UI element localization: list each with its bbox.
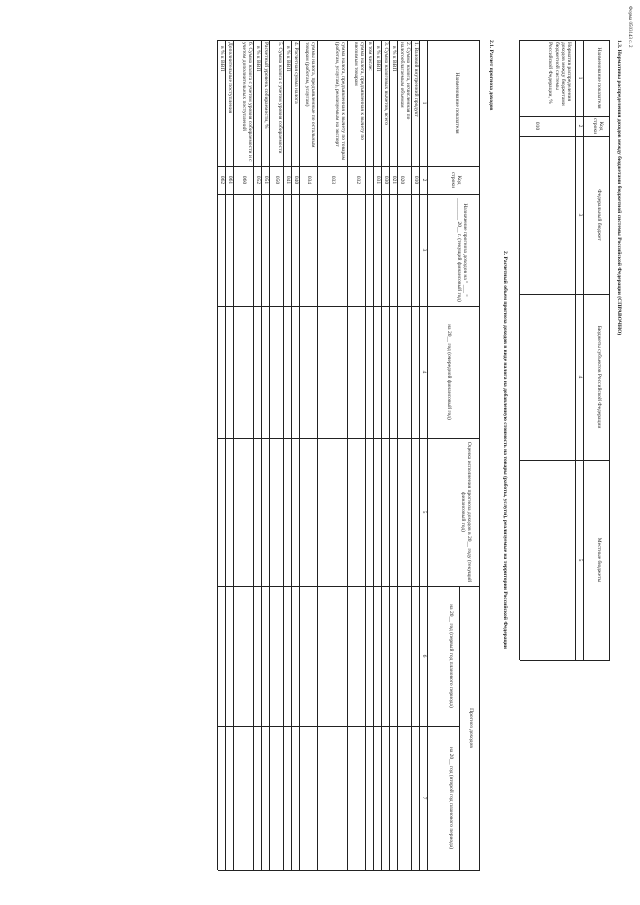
row-code: 020 bbox=[399, 175, 405, 185]
row-name: сумма налога, предъявленная к вычету по ввозимым товарам bbox=[352, 42, 365, 141]
section-2-title: 2. Расчетный объем прогноза доходов в виде налога на добавленную стоимость на товары (работы, услуги), реализуемые на территории Российской Федерации bbox=[502, 251, 508, 649]
row-code: 034 bbox=[306, 175, 312, 185]
row-code: 061 bbox=[227, 175, 233, 185]
t13-num-4: 4 bbox=[577, 375, 583, 379]
t13-num-1: 1 bbox=[577, 76, 583, 80]
row-name: Дополнительные поступления bbox=[227, 42, 233, 114]
row-code: 010 bbox=[413, 175, 419, 185]
t21-num-3: 3 bbox=[421, 248, 427, 252]
row-name: в % к ВВП bbox=[285, 46, 291, 72]
row-name: 2. Сумма налога, исчисленная по налогооблагаемым объемам bbox=[398, 42, 411, 120]
row-name: в том числе: bbox=[367, 42, 373, 71]
row-name: в % к ВВП bbox=[375, 46, 381, 72]
t13-num-3: 3 bbox=[577, 213, 583, 217]
t13-row-code: 010 bbox=[534, 121, 540, 131]
row-name: 3. Сумма налоговых вычетов, всего bbox=[383, 42, 389, 125]
t21-num-5: 5 bbox=[421, 510, 427, 514]
row-name: в % к ВВП bbox=[255, 46, 261, 72]
t21-num-4: 4 bbox=[421, 370, 427, 374]
row-code: 051 bbox=[263, 175, 269, 185]
t13-num-2: 2 bbox=[577, 124, 583, 128]
row-name: в % к ВВП bbox=[391, 46, 397, 72]
t21-header-c4: Оценка исполнения прогноза доходов в 20__ году (текущий финансовый год) bbox=[459, 441, 472, 583]
t13-header-local: Местные бюджеты bbox=[596, 537, 602, 583]
t13-header-federal: Федеральный бюджет bbox=[596, 189, 602, 241]
row-name: 1. Валовой внутренний продукт bbox=[413, 42, 419, 117]
row-code: 030 bbox=[383, 175, 389, 185]
t21-header-c3: Назначение прогноза доходов на " ___ " ________ 20__ г. (текущий финансовый год) bbox=[455, 198, 468, 302]
t21-num-2: 2 bbox=[421, 178, 427, 182]
row-name: 4. Расчетная сумма налога bbox=[293, 42, 299, 104]
row-name: суммы налога, предъявленные по остальным товарам (работам, услугам) bbox=[303, 42, 316, 148]
t21-header-c6: на 20__ год (первый год планового периода) bbox=[448, 604, 454, 708]
row-name: 5. Сумма налога с учетом уровня собираемости bbox=[277, 42, 283, 154]
t13-header-code: Код строки bbox=[591, 117, 604, 135]
t21-header-c7: на 20__ год (второй год планового периода) bbox=[448, 746, 454, 850]
row-code: 060 bbox=[241, 175, 247, 185]
row-code: 031 bbox=[375, 175, 381, 185]
row-name: в % к ВВП bbox=[219, 46, 225, 72]
form-code: Форма 0503143 с. 2 bbox=[627, 6, 632, 48]
row-code: 021 bbox=[391, 175, 397, 185]
t21-num-7: 7 bbox=[421, 796, 427, 800]
t21-header-forecast-group: Прогноз доходов bbox=[468, 708, 474, 748]
section-21-subtitle: 2.1. Расчет прогноза доходов bbox=[488, 40, 494, 111]
row-code: 050 bbox=[274, 175, 280, 185]
t13-header-name: Наименование показателя bbox=[596, 47, 602, 109]
t21-header-name: Наименование показателя bbox=[454, 72, 460, 134]
t21-num-1: 1 bbox=[421, 101, 427, 105]
t21-header-c5: на 20__ год (очередной финансовый год) bbox=[446, 324, 452, 420]
t13-row-name: Норматив распределения доходов между бюджетами бюджетной системы Российской Федерации, % bbox=[547, 42, 572, 106]
row-code: 062 bbox=[219, 175, 225, 185]
row-name: 6. Сумма налога с учетом уровня собираемости и с учетом дополнительных поступлений bbox=[240, 42, 253, 162]
t13-header-regional: Бюджеты субъектов Российской Федерации bbox=[596, 325, 602, 429]
row-code: 032 bbox=[355, 175, 361, 185]
row-code: 040 bbox=[293, 175, 299, 185]
row-code: 033 bbox=[330, 175, 336, 185]
section-13-title: 1.3. Нормативы распределения доходов между бюджетами бюджетной системы Российской Федерации (СПРАВОЧНО) bbox=[616, 40, 622, 336]
row-code: 052 bbox=[255, 175, 261, 185]
row-name: сумма налога, предъявленная к вычету по товарам (работам, услугам), реализуемым на экспорт bbox=[333, 42, 346, 161]
t13-num-5: 5 bbox=[577, 558, 583, 562]
t21-num-6: 6 bbox=[421, 654, 427, 658]
row-name: Расчетный уровень собираемости, % bbox=[263, 42, 269, 129]
t21-header-code: Код строки bbox=[449, 171, 462, 189]
row-code: 041 bbox=[285, 175, 291, 185]
